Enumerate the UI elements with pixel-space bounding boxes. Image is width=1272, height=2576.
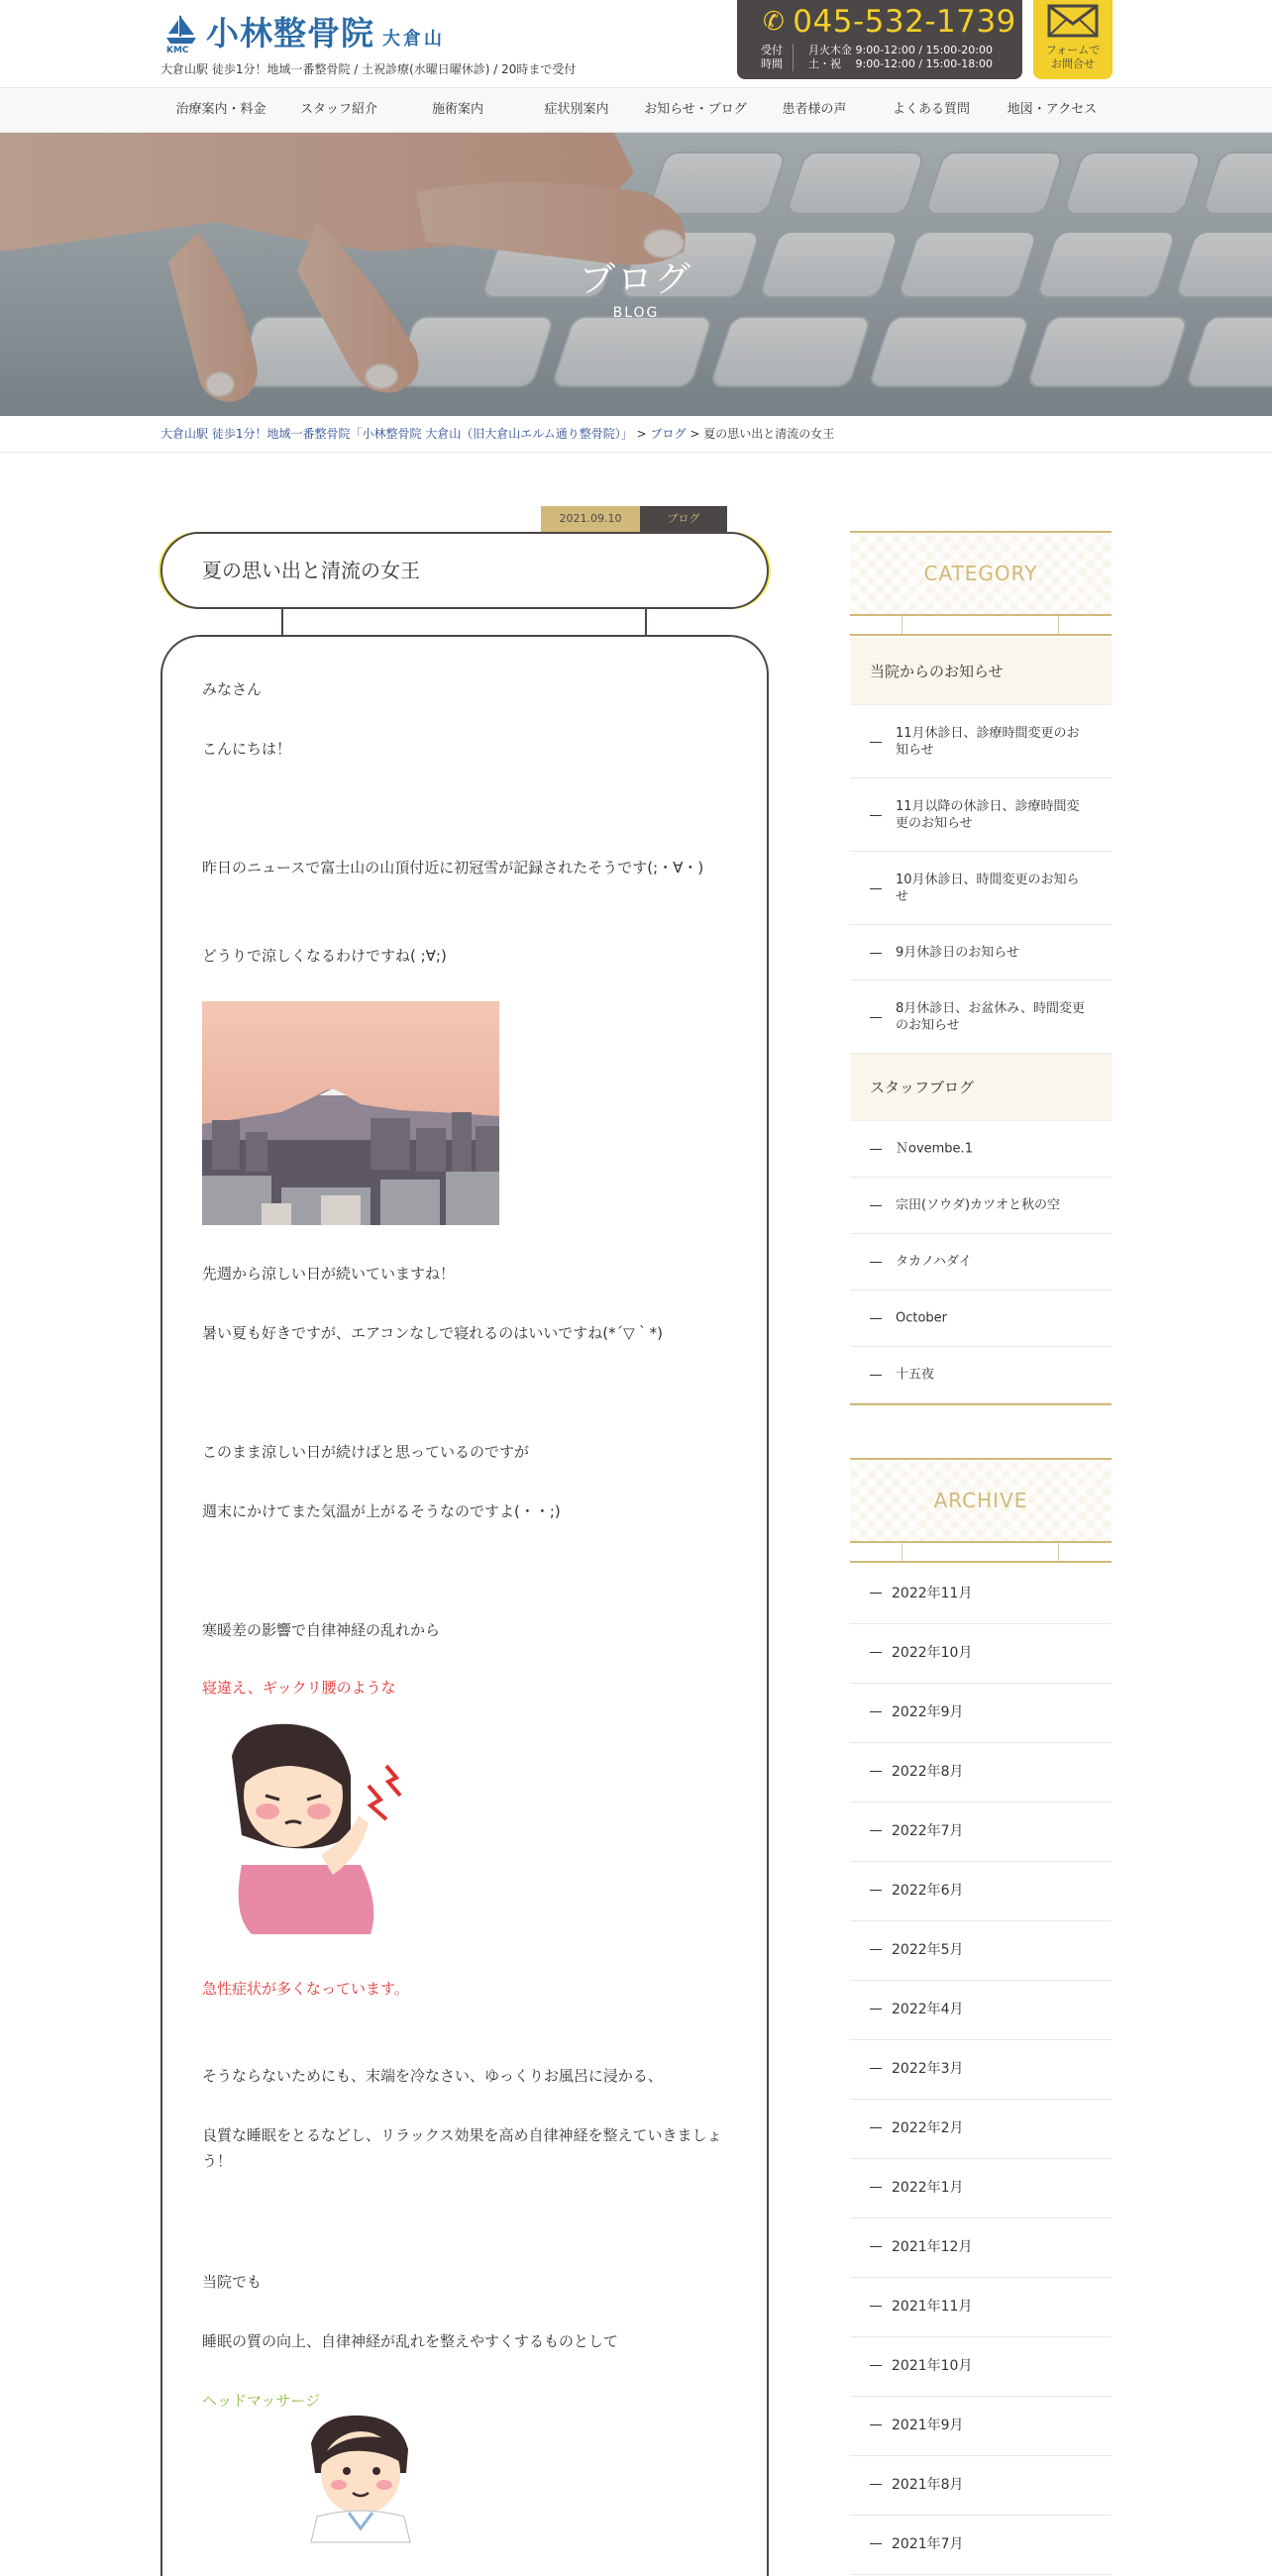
category-heading-tabs: [850, 616, 1112, 636]
archive-link[interactable]: [850, 1624, 1112, 1684]
post-paragraph: そうならないためにも、末端を冷なさい、ゆっくりお風呂に浸かる、: [202, 2067, 663, 2085]
post-content: [160, 635, 769, 2576]
archive-link[interactable]: [850, 2100, 1112, 2159]
dash-icon: [870, 1318, 882, 1319]
archive-link[interactable]: [850, 2159, 1112, 2218]
tagline: 大倉山駅 徒歩1分！地域一番整骨院 / 土祝診療(水曜日曜休診) / 20時まで受付: [160, 62, 577, 76]
dash-icon: [870, 1205, 882, 1206]
archive-link[interactable]: [850, 1803, 1112, 1862]
dash-icon: [870, 742, 882, 743]
category-staff-blog[interactable]: スタッフブログ: [850, 1054, 1112, 1121]
archive-link[interactable]: [850, 2218, 1112, 2278]
archive-month: 2021年12月: [892, 2239, 973, 2255]
archive-link[interactable]: [850, 2337, 1112, 2397]
category-heading: [850, 531, 1112, 616]
dash-icon: [870, 888, 882, 889]
dash-icon: [870, 2424, 882, 2425]
post-paragraph: 睡眠の質の向上、自律神経が乱れを整えやすくするものとして: [202, 2332, 619, 2350]
archive-heading: [850, 1458, 1112, 1543]
hours-line: 月火木金 9:00-12:00 / 15:00-20:00: [808, 44, 993, 56]
archive-month: 2022年11月: [892, 1586, 973, 1601]
dash-icon: [870, 2365, 882, 2366]
sidebar-post-link[interactable]: [850, 1121, 1112, 1178]
heading-tab-line: [901, 1543, 902, 1561]
post-category[interactable]: ブログ: [640, 506, 727, 532]
title-connector: [645, 609, 647, 635]
archive-link[interactable]: [850, 1921, 1112, 1981]
nav-item-treatment[interactable]: 治療案内・料金: [175, 102, 266, 117]
archive-month: 2022年6月: [892, 1883, 964, 1899]
phone-number[interactable]: [763, 4, 1016, 40]
contact-form-button[interactable]: [1033, 0, 1113, 79]
logo-mark-text: KMC: [166, 46, 189, 55]
dash-icon: [870, 2187, 882, 2188]
post-paragraph: 寒暖差の影響で自律神経の乱れから: [202, 1621, 441, 1639]
breadcrumb-current: 夏の思い出と清流の女王: [703, 427, 835, 441]
category-list: [850, 638, 1112, 1405]
dash-icon: [870, 2306, 882, 2307]
dash-icon: [870, 815, 882, 816]
archive-month: 2022年1月: [892, 2180, 964, 2196]
post-paragraph: 昨日のニュースで富士山の山頂付近に初冠雪が記録されたそうです(;・∀・): [202, 859, 704, 876]
nav-item-access[interactable]: 地図・アクセス: [1007, 102, 1098, 117]
archive-link[interactable]: [850, 2278, 1112, 2337]
post-paragraph-highlight: 寝違え、ギックリ腰のような: [202, 1679, 396, 1697]
archive-month: 2022年3月: [892, 2061, 964, 2077]
sidebar-post-title: Ｎovembe.1: [896, 1141, 973, 1157]
phone-number-text: 045-532-1739: [793, 4, 1016, 40]
post-date: 2021.09.10: [541, 506, 640, 532]
heading-tab-line: [1058, 616, 1059, 634]
post-paragraph: みなさん: [202, 680, 263, 698]
dash-icon: [870, 1262, 882, 1263]
sidebar-post-title: 9月休診日のお知らせ: [896, 945, 1019, 960]
post-paragraph-highlight: 急性症状が多くなっています。: [202, 1980, 409, 1998]
archive-month: 2021年7月: [892, 2536, 964, 2552]
sidebar-post-title: 11月以降の休診日、診療時間変更のお知らせ: [896, 798, 1080, 831]
dash-icon: [870, 1017, 882, 1018]
hours-text: [808, 44, 993, 71]
dash-icon: [870, 1890, 882, 1891]
post-paragraph: 良質な睡眠をとるなどし、リラックス効果を高め自律神経を整えていきましょう！: [202, 2126, 722, 2170]
sidebar-post-title: 8月休診日、お盆休み、時間変更のお知らせ: [896, 1000, 1086, 1033]
hours-label-line: 受付: [761, 44, 783, 56]
archive-link[interactable]: [850, 2040, 1112, 2100]
archive-link[interactable]: [850, 1684, 1112, 1743]
archive-month: 2021年8月: [892, 2477, 964, 2493]
logo-text: 小林整骨院: [206, 14, 374, 52]
archive-month: 2022年5月: [892, 1942, 964, 1958]
hours-label-line: 時間: [761, 57, 783, 70]
archive-month: 2022年4月: [892, 2002, 964, 2017]
logo-sub: 大倉山: [382, 29, 445, 50]
global-nav: [0, 87, 1272, 133]
breadcrumb: [160, 416, 1112, 452]
sidebar-post-link[interactable]: [850, 1234, 1112, 1290]
sidebar-post-link[interactable]: [850, 852, 1112, 925]
site-logo[interactable]: [160, 12, 445, 53]
dash-icon: [870, 1830, 882, 1831]
category-notice[interactable]: 当院からのお知らせ: [850, 638, 1112, 705]
dash-icon: [870, 2543, 882, 2544]
dash-icon: [870, 1375, 882, 1376]
sidebar-post-title: 宗田(ソウダ)カツオと秋の空: [896, 1197, 1061, 1213]
ship-logo-icon: [160, 12, 202, 53]
breadcrumb-separator: >: [686, 427, 704, 441]
archive-month: 2022年9月: [892, 1704, 964, 1720]
nav-item-reviews[interactable]: 患者様の声: [782, 102, 847, 117]
heading-tab-line: [1058, 1543, 1059, 1561]
dash-icon: [870, 2246, 882, 2247]
phone-icon: ✆: [763, 7, 786, 37]
breadcrumb-home[interactable]: 大倉山駅 徒歩1分！地域一番整骨院「小林整骨院 大倉山（旧大倉山エルム通り整骨院）」: [160, 427, 633, 441]
post-paragraph: 先週から涼しい日が続いていますね！: [202, 1265, 456, 1283]
archive-heading-text: ARCHIVE: [933, 1489, 1028, 1512]
hours-label: [759, 44, 785, 71]
dash-icon: [870, 1149, 882, 1150]
archive-link[interactable]: [850, 2516, 1112, 2575]
archive-link[interactable]: [850, 2397, 1112, 2456]
dash-icon: [870, 1652, 882, 1653]
dash-icon: [870, 1771, 882, 1772]
sidebar-post-link[interactable]: [850, 778, 1112, 852]
sidebar-post-link[interactable]: [850, 980, 1112, 1054]
site-header: [0, 0, 1272, 87]
archive-link[interactable]: [850, 1743, 1112, 1803]
nav-item-service[interactable]: 施術案内: [431, 102, 483, 117]
mail-icon: [1047, 4, 1099, 38]
breadcrumb-separator: >: [632, 427, 651, 441]
post-paragraph: 暑い夏も好きですが、エアコンなしで寝れるのはいいですね(*´▽｀*): [202, 1324, 663, 1342]
dash-icon: [870, 2127, 882, 2128]
archive-month: 2022年8月: [892, 1764, 964, 1780]
sidebar-post-link[interactable]: [850, 1178, 1112, 1234]
archive-link[interactable]: [850, 1862, 1112, 1921]
hero-subtitle: BLOG: [612, 305, 660, 321]
dash-icon: [870, 1949, 882, 1950]
post-paragraph: 当院でも: [202, 2273, 263, 2291]
sidebar-post-link[interactable]: [850, 1347, 1112, 1403]
archive-link[interactable]: [850, 1981, 1112, 2040]
staff-illustration: [291, 2414, 430, 2542]
nav-item-staff[interactable]: スタッフ紹介: [299, 102, 377, 117]
post-paragraph: このまま涼しい日が続けばと思っているのですが: [202, 1443, 530, 1461]
heading-tab-line: [901, 616, 902, 634]
archive-month: 2021年11月: [892, 2299, 973, 2315]
archive-link[interactable]: [850, 2456, 1112, 2516]
archive-month: 2022年2月: [892, 2120, 964, 2136]
archive-month: 2022年10月: [892, 1645, 973, 1661]
form-label: [1033, 44, 1113, 71]
dash-icon: [870, 2484, 882, 2485]
breadcrumb-blog[interactable]: ブログ: [650, 427, 687, 441]
hours-divider: [793, 44, 794, 71]
phone-box[interactable]: [737, 0, 1022, 79]
hours-line: 土・祝 9:00-12:00 / 15:00-18:00: [808, 57, 993, 70]
archive-month: 2022年7月: [892, 1823, 964, 1839]
archive-heading-tabs: [850, 1543, 1112, 1563]
nav-item-faq[interactable]: よくある質問: [892, 102, 970, 117]
neck-pain-illustration: [202, 1716, 420, 1934]
nav-item-symptoms[interactable]: 症状別案内: [544, 102, 609, 117]
archive-list: [850, 1565, 1112, 2575]
dash-icon: [870, 953, 882, 954]
sidebar-post-title: October: [896, 1310, 948, 1326]
dash-icon: [870, 1711, 882, 1712]
hero-title: ブログ: [579, 259, 692, 300]
post-paragraph: こんにちは！: [202, 740, 292, 758]
post-title: 夏の思い出と清流の女王: [202, 559, 420, 582]
archive-month: 2021年9月: [892, 2418, 964, 2433]
dash-icon: [870, 2068, 882, 2069]
sidebar-post-title: 11月休診日、診療時間変更のお知らせ: [896, 725, 1080, 758]
archive-link[interactable]: [850, 1565, 1112, 1624]
nav-item-news-blog[interactable]: お知らせ・ブログ: [644, 102, 747, 117]
sidebar-post-link[interactable]: [850, 705, 1112, 778]
form-label-line: お問合せ: [1051, 57, 1095, 70]
form-label-line: フォームで: [1045, 44, 1101, 56]
sidebar-post-title: 10月休診日、時間変更のお知らせ: [896, 872, 1080, 904]
hero-banner: [0, 133, 1272, 416]
breadcrumb-divider: [0, 452, 1272, 453]
sidebar-post-title: 十五夜: [896, 1367, 935, 1383]
post-paragraph: 週末にかけてまた気温が上がるそうなのですよ(・・;): [202, 1502, 561, 1520]
dash-icon: [870, 1593, 882, 1594]
sidebar-post-link[interactable]: [850, 1290, 1112, 1347]
post-paragraph: どうりで涼しくなるわけですね( ;∀;): [202, 947, 447, 965]
post-title-box: [160, 532, 769, 609]
sidebar-post-link[interactable]: [850, 925, 1112, 980]
sidebar-post-title: タカノハダイ: [896, 1254, 972, 1270]
category-bottom-line: [850, 1403, 1112, 1405]
archive-month: 2021年10月: [892, 2358, 973, 2374]
category-heading-text: CATEGORY: [923, 562, 1038, 585]
mount-fuji-photo: [202, 1001, 499, 1225]
post-paragraph-highlight: ヘッドマッサージ: [202, 2392, 321, 2410]
title-connector: [281, 609, 283, 635]
